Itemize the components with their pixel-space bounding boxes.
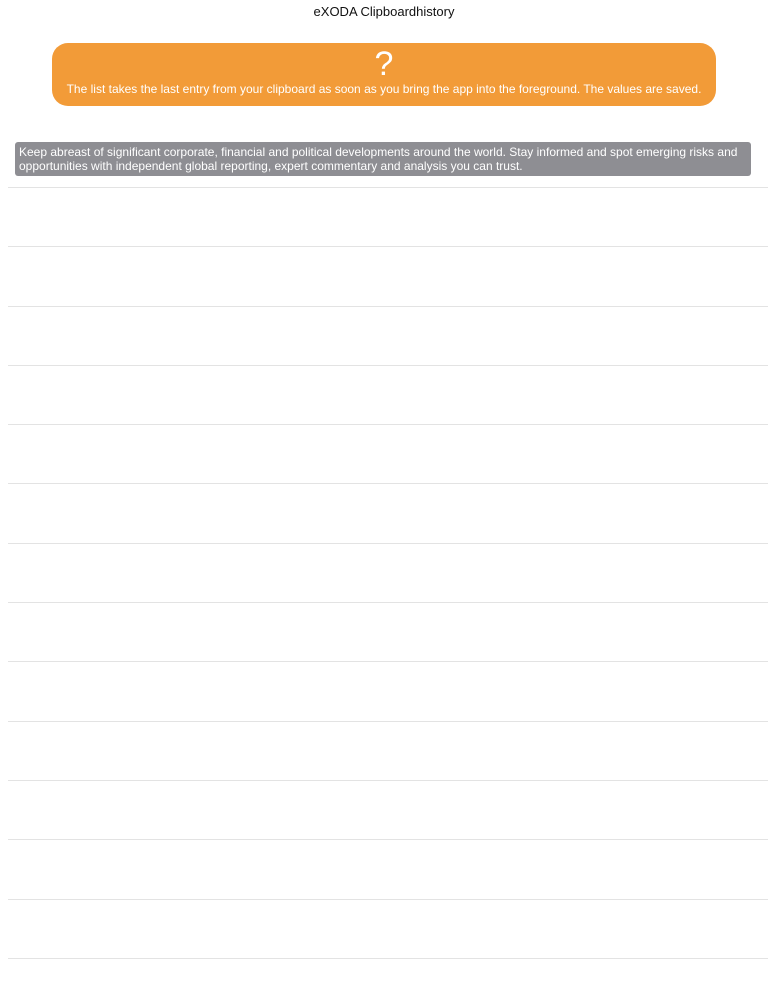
info-banner[interactable] — [52, 43, 716, 106]
history-item[interactable] — [0, 307, 768, 366]
history-item[interactable] — [0, 366, 768, 425]
history-item[interactable] — [0, 247, 768, 306]
history-item[interactable] — [0, 140, 768, 188]
history-item[interactable] — [0, 188, 768, 247]
history-item[interactable] — [0, 544, 768, 603]
question-mark-icon[interactable]: ? — [374, 45, 394, 83]
history-item[interactable] — [0, 662, 768, 721]
history-item[interactable] — [0, 900, 768, 959]
history-item[interactable] — [0, 485, 768, 544]
history-item[interactable] — [0, 959, 768, 1004]
history-item[interactable] — [0, 840, 768, 899]
history-item-text: Keep abreast of significant corporate, financial and political developments around the world. Stay informed and spot emerging risks and opportunities with independent global reporting, expert commentary and analysis you can trust. — [15, 142, 751, 176]
history-item[interactable] — [0, 425, 768, 484]
history-item[interactable] — [0, 603, 768, 662]
history-item[interactable] — [0, 722, 768, 781]
history-item[interactable] — [0, 781, 768, 840]
info-text: The list takes the last entry from your clipboard as soon as you bring the app into the foreground. The values are saved. — [66, 82, 702, 96]
app-title: eXODA Clipboardhistory — [313, 4, 455, 19]
